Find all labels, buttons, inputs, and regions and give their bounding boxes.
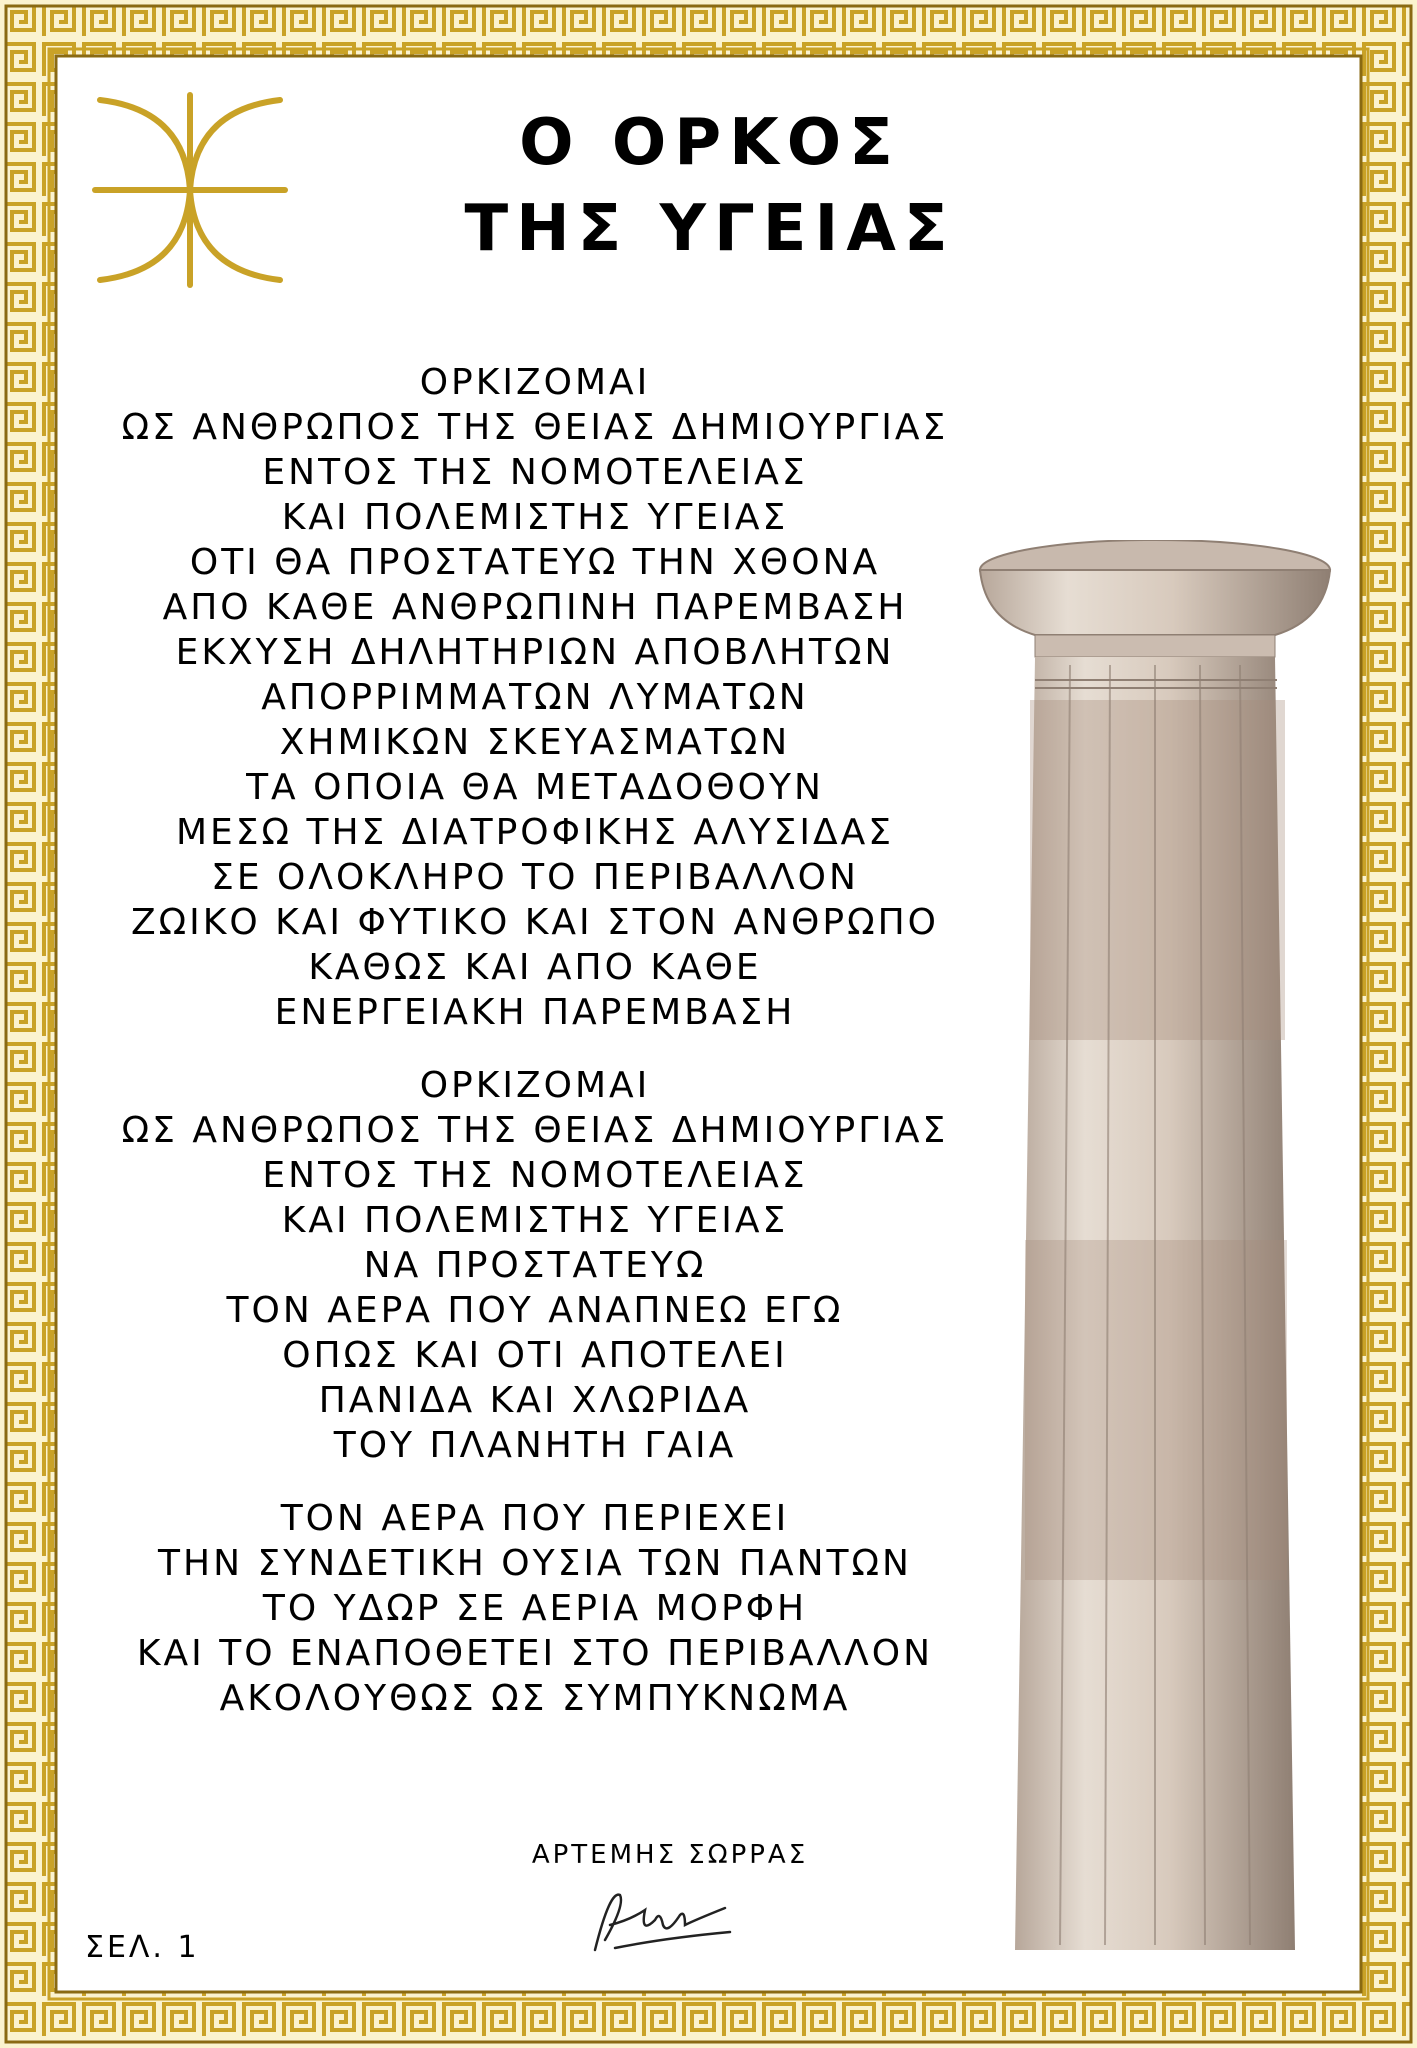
text-line: ΟΠΩΣ ΚΑΙ ΟΤΙ ΑΠΟΤΕΛΕΙ	[282, 1335, 788, 1376]
text-line: ΤΟΥ ΠΛΑΝΗΤΗ ΓΑΙΑ	[333, 1425, 737, 1466]
stanza	[70, 1496, 1000, 1721]
text-line: ΚΑΘΩΣ ΚΑΙ ΑΠΟ ΚΑΘΕ	[308, 947, 762, 988]
text-line: ΕΝΕΡΓΕΙΑΚΗ ΠΑΡΕΜΒΑΣΗ	[274, 992, 796, 1033]
text-line: ΤΟΝ ΑΕΡΑ ΠΟΥ ΑΝΑΠΝΕΩ ΕΓΩ	[226, 1290, 844, 1331]
text-line: ΧΗΜΙΚΩΝ ΣΚΕΥΑΣΜΑΤΩΝ	[279, 722, 791, 763]
handwritten-signature-icon	[585, 1880, 735, 1960]
text-line: ΤΗΝ ΣΥΝΔΕΤΙΚΗ ΟΥΣΙΑ ΤΩΝ ΠΑΝΤΩΝ	[158, 1543, 912, 1584]
page-number: ΣΕΛ. 1	[85, 1930, 200, 1965]
text-line: ΚΑΙ ΠΟΛΕΜΙΣΤΗΣ ΥΓΕΙΑΣ	[281, 1200, 789, 1241]
stanza	[70, 360, 1000, 1035]
text-line: ΤΑ ΟΠΟΙΑ ΘΑ ΜΕΤΑΔΟΘΟΥΝ	[246, 767, 824, 808]
text-line: ΖΩΙΚΟ ΚΑΙ ΦΥΤΙΚΟ ΚΑΙ ΣΤΟΝ ΑΝΘΡΩΠΟ	[130, 902, 940, 943]
text-line: ΑΠΟΡΡΙΜΜΑΤΩΝ ΛΥΜΑΤΩΝ	[261, 677, 809, 718]
text-line: ΕΝΤΟΣ ΤΗΣ ΝΟΜΟΤΕΛΕΙΑΣ	[262, 1155, 808, 1196]
title-line-2: ΤΗΣ ΥΓΕΙΑΣ	[464, 192, 956, 266]
text-line: ΣΕ ΟΛΟΚΛΗΡΟ ΤΟ ΠΕΡΙΒΑΛΛΟΝ	[211, 857, 859, 898]
text-line: ΚΑΙ ΤΟ ΕΝΑΠΟΘΕΤΕΙ ΣΤΟ ΠΕΡΙΒΑΛΛΟΝ	[136, 1633, 934, 1674]
text-line: ΑΠΟ ΚΑΘΕ ΑΝΘΡΩΠΙΝΗ ΠΑΡΕΜΒΑΣΗ	[162, 587, 908, 628]
text-line: ΤΟΝ ΑΕΡΑ ΠΟΥ ΠΕΡΙΕΧΕΙ	[280, 1498, 790, 1539]
oath-text	[70, 360, 1000, 1749]
text-line: ΑΚΟΛΟΥΘΩΣ ΩΣ ΣΥΜΠΥΚΝΩΜΑ	[219, 1678, 851, 1719]
text-line: ΟΤΙ ΘΑ ΠΡΟΣΤΑΤΕΥΩ ΤΗΝ ΧΘΟΝΑ	[189, 542, 881, 583]
text-line: ΕΝΤΟΣ ΤΗΣ ΝΟΜΟΤΕΛΕΙΑΣ	[262, 452, 808, 493]
text-line: ΤΟ ΥΔΩΡ ΣΕ ΑΕΡΙΑ ΜΟΡΦΗ	[262, 1588, 808, 1629]
doric-column-image	[975, 540, 1335, 1960]
text-line: ΩΣ ΑΝΘΡΩΠΟΣ ΤΗΣ ΘΕΙΑΣ ΔΗΜΙΟΥΡΓΙΑΣ	[121, 407, 949, 448]
text-line: ΟΡΚΙΖΟΜΑΙ	[419, 1065, 651, 1106]
stanza	[70, 1063, 1000, 1468]
title-line-1: Ο ΟΡΚΟΣ	[519, 106, 901, 180]
six-pointed-asterisk-symbol-icon	[90, 90, 290, 290]
text-line: ΕΚΧΥΣΗ ΔΗΛΗΤΗΡΙΩΝ ΑΠΟΒΛΗΤΩΝ	[175, 632, 895, 673]
text-line: ΜΕΣΩ ΤΗΣ ΔΙΑΤΡΟΦΙΚΗΣ ΑΛΥΣΙΔΑΣ	[175, 812, 895, 853]
text-line: ΩΣ ΑΝΘΡΩΠΟΣ ΤΗΣ ΘΕΙΑΣ ΔΗΜΙΟΥΡΓΙΑΣ	[121, 1110, 949, 1151]
text-line: ΟΡΚΙΖΟΜΑΙ	[419, 362, 651, 403]
author-name: ΑΡΤΕΜΗΣ ΣΩΡΡΑΣ	[531, 1840, 809, 1870]
page-title	[380, 100, 1040, 272]
text-line: ΚΑΙ ΠΟΛΕΜΙΣΤΗΣ ΥΓΕΙΑΣ	[281, 497, 789, 538]
text-line: ΝΑ ΠΡΟΣΤΑΤΕΥΩ	[363, 1245, 707, 1286]
text-line: ΠΑΝΙΔΑ ΚΑΙ ΧΛΩΡΙΔΑ	[318, 1380, 752, 1421]
